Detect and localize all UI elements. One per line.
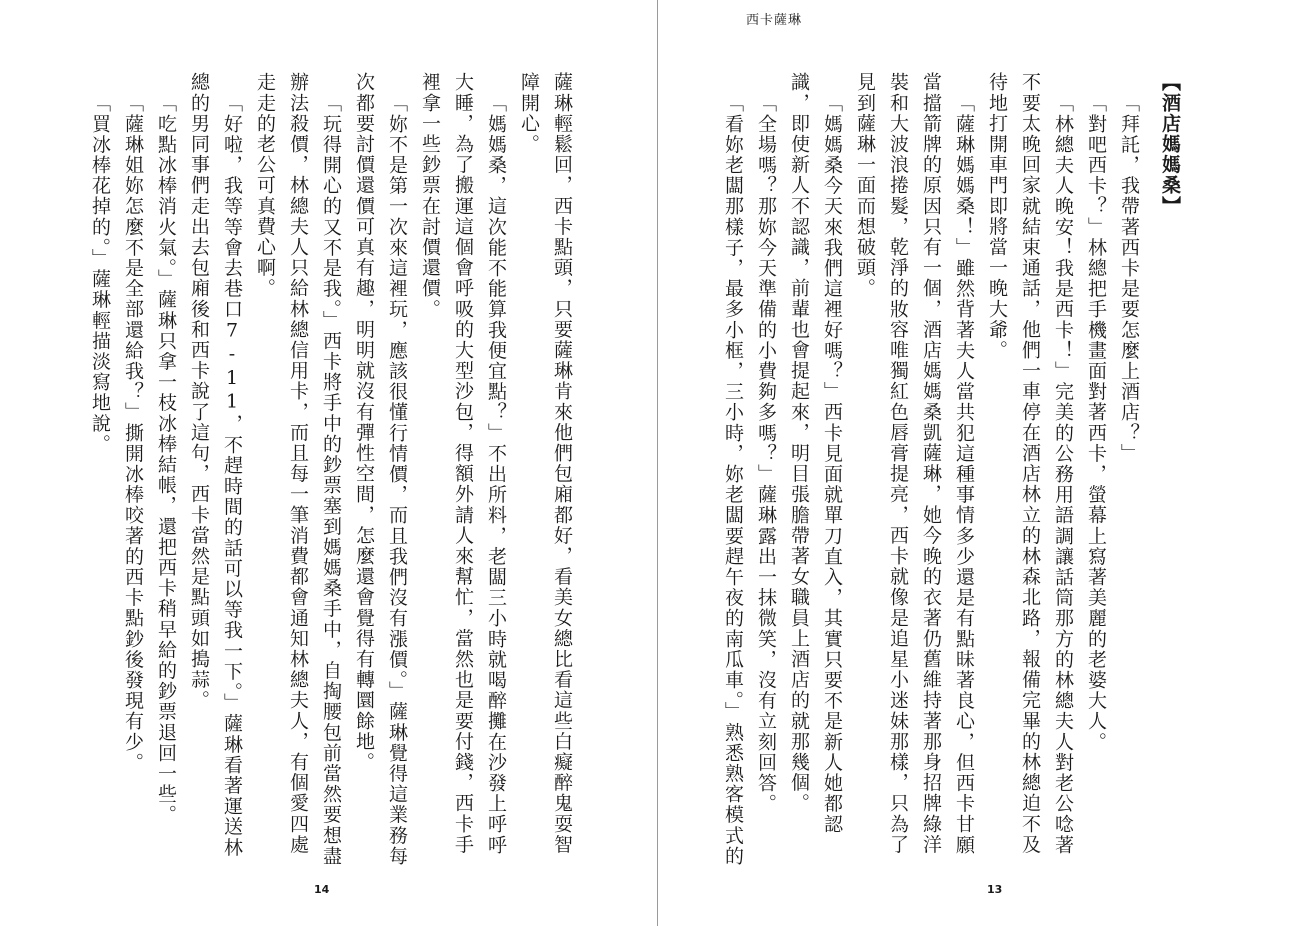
page-number: 13 — [987, 883, 1003, 896]
paragraph: 「林總夫人晚安！我是西卡！」完美的公務用語調讓話筒那方的林總夫人對老公唸著不要太晚回家就結束通話，他們一車停在酒店林立的林森北路，報備完畢的林總迫不及待地打開車門即將當一晚大爺。 — [986, 72, 1074, 856]
paragraph: 「買冰棒花掉的。」薩琳輕描淡寫地說。 — [89, 92, 111, 455]
running-header: 西卡薩琳 — [746, 13, 803, 28]
paragraph: 「玩得開心的又不是我。」西卡將手中的鈔票塞到媽媽桑手中，自掏腰包前當然要想盡辦法殺價，林總夫人只給林總信用卡，而且每一筆消費都會通知林總夫人，有個愛四處走走的老公可真費心啊。 — [254, 72, 342, 867]
right-page-body — [722, 72, 1186, 872]
paragraph: 「薩琳姐妳怎麼不是全部還給我？」撕開冰棒咬著的西卡點鈔後發現有少。 — [122, 92, 144, 773]
paragraph: 「媽媽桑今天來我們這裡好嗎？」西卡見面就單刀直入，其實只要不是新人她都認識，即使新人不認識，前輩也會提起來，明目張膽帶著女職員上酒店的就那幾個。 — [788, 72, 843, 835]
chapter-heading: 【酒店媽媽桑】 — [1159, 72, 1181, 217]
page-number: 14 — [314, 883, 330, 896]
paragraph: 「拜託，我帶著西卡是要怎麼上酒店？」 — [1118, 92, 1140, 464]
paragraph: 「薩琳媽媽桑！」雖然背著夫人當共犯這種事情多少還是有點昧著良心，但西卡甘願當擋箭牌的原因只有一個，酒店媽媽桑凱薩琳，她今晚的衣著仍舊維持著那身招牌綠洋裝和大波浪捲髮，乾淨的妝容唯獨紅色唇膏提亮，西卡就像是追星小迷妹那樣，只為了見到薩琳一面而想破頭。 — [854, 72, 975, 856]
left-page-body — [78, 72, 578, 872]
paragraph: 「全場嗎？那妳今天準備的小費夠多嗎？」薩琳露出一抹微笑，沒有立刻回答。 — [755, 92, 777, 814]
paragraph: 「對吧西卡？」林總把手機畫面對著西卡，螢幕上寫著美麗的老婆大人。 — [1085, 92, 1107, 753]
paragraph: 「看妳老闆那樣子，最多小框，三小時，妳老闆要趕午夜的南瓜車。」熟悉熟客模式的 — [722, 92, 744, 867]
paragraph: 「媽媽桑，這次能不能算我便宜點？」不出所料，老闆三小時就喝醉攤在沙發上呼呼大睡，為了搬運這個會呼吸的大型沙包，得額外請人來幫忙，當然也是要付錢，西卡手裡拿一些鈔票在討價還價。 — [419, 72, 507, 856]
paragraph: 「吃點冰棒消火氣。」薩琳只拿一枝冰棒結帳，還把西卡稍早給的鈔票退回一些。 — [155, 92, 177, 825]
paragraph: 「妳不是第一次來這裡玩，應該很懂行情價，而且我們沒有漲價。」薩琳覺得這業務每次都要討價還價可真有趣，明明就沒有彈性空間，怎麼還會覺得有轉圜餘地。 — [353, 72, 408, 867]
paragraph: 「好啦，我等等會去巷口7-11，不趕時間的話可以等我一下。」薩琳看著運送林總的男同事們走出去包廂後和西卡說了這句，西卡當然是點頭如搗蒜。 — [188, 72, 243, 858]
paragraph: 薩琳輕鬆回，西卡點頭，只要薩琳肯來他們包廂都好，看美女總比看這些白癡醉鬼耍智障開心。 — [518, 72, 573, 855]
right-page — [658, 0, 1313, 926]
